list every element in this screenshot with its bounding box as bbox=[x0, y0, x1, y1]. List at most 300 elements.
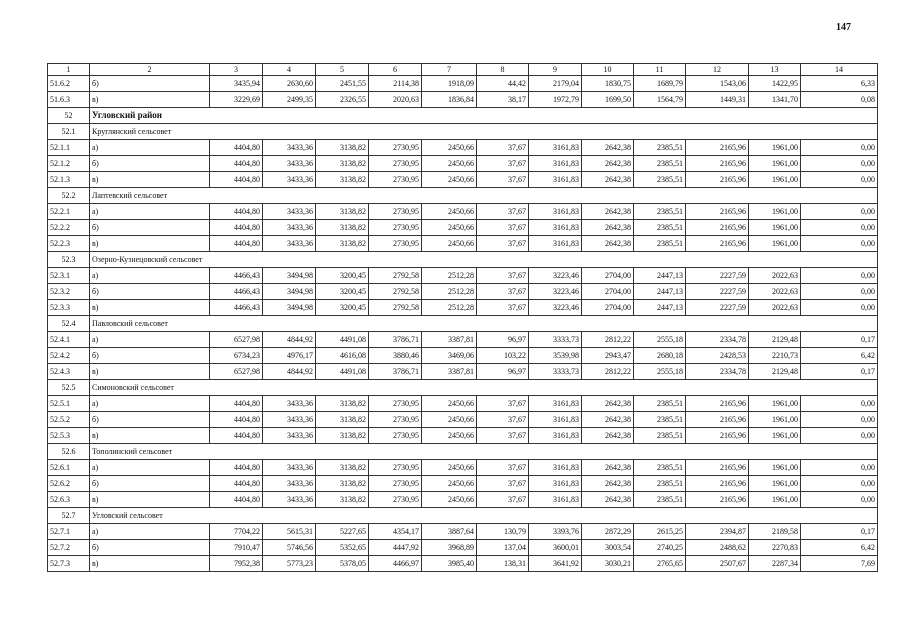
row-code: 52.3.2 bbox=[48, 284, 90, 300]
value-cell: 2385,51 bbox=[634, 412, 686, 428]
row-code: 52.3 bbox=[48, 252, 90, 268]
value-cell: 2447,13 bbox=[634, 300, 686, 316]
column-header: 3 bbox=[210, 64, 263, 76]
value-cell: 2450,66 bbox=[422, 428, 477, 444]
value-cell: 3333,73 bbox=[529, 332, 582, 348]
value-cell: 2450,66 bbox=[422, 396, 477, 412]
table-row bbox=[48, 268, 878, 284]
value-cell: 2189,58 bbox=[749, 524, 801, 540]
value-cell: 2642,38 bbox=[582, 412, 634, 428]
row-code: 52.1.1 bbox=[48, 140, 90, 156]
row-label: в) bbox=[90, 172, 210, 188]
row-code: 52.6.3 bbox=[48, 492, 90, 508]
value-cell: 2334,78 bbox=[686, 364, 749, 380]
value-cell: 1961,00 bbox=[749, 492, 801, 508]
value-cell: 0,00 bbox=[801, 460, 878, 476]
value-cell: 3433,36 bbox=[263, 236, 316, 252]
table-header-row bbox=[48, 64, 878, 76]
row-code: 52 bbox=[48, 108, 90, 124]
value-cell: 3433,36 bbox=[263, 172, 316, 188]
value-cell: 3433,36 bbox=[263, 140, 316, 156]
value-cell: 6,33 bbox=[801, 76, 878, 92]
value-cell: 1961,00 bbox=[749, 204, 801, 220]
value-cell: 2450,66 bbox=[422, 460, 477, 476]
value-cell: 3138,82 bbox=[316, 460, 369, 476]
value-cell: 3433,36 bbox=[263, 476, 316, 492]
value-cell: 3200,45 bbox=[316, 284, 369, 300]
section-row bbox=[48, 508, 878, 524]
value-cell: 2450,66 bbox=[422, 412, 477, 428]
column-header: 14 bbox=[801, 64, 878, 76]
table-row bbox=[48, 284, 878, 300]
value-cell: 2740,25 bbox=[634, 540, 686, 556]
value-cell: 1961,00 bbox=[749, 172, 801, 188]
row-label: в) bbox=[90, 556, 210, 572]
value-cell: 3030,21 bbox=[582, 556, 634, 572]
value-cell: 1961,00 bbox=[749, 140, 801, 156]
row-code: 52.5.1 bbox=[48, 396, 90, 412]
value-cell: 1543,06 bbox=[686, 76, 749, 92]
table-row bbox=[48, 76, 878, 92]
value-cell: 3387,81 bbox=[422, 332, 477, 348]
value-cell: 3223,46 bbox=[529, 284, 582, 300]
value-cell: 2730,95 bbox=[369, 140, 422, 156]
row-label: б) bbox=[90, 348, 210, 364]
value-cell: 1341,70 bbox=[749, 92, 801, 108]
value-cell: 4976,17 bbox=[263, 348, 316, 364]
value-cell: 0,00 bbox=[801, 428, 878, 444]
value-cell: 4404,80 bbox=[210, 204, 263, 220]
table-row bbox=[48, 476, 878, 492]
value-cell: 2872,29 bbox=[582, 524, 634, 540]
column-header: 9 bbox=[529, 64, 582, 76]
value-cell: 2165,96 bbox=[686, 412, 749, 428]
value-cell: 1836,84 bbox=[422, 92, 477, 108]
row-label: в) bbox=[90, 300, 210, 316]
section-row bbox=[48, 188, 878, 204]
value-cell: 0,00 bbox=[801, 268, 878, 284]
value-cell: 37,67 bbox=[477, 140, 529, 156]
value-cell: 2450,66 bbox=[422, 140, 477, 156]
value-cell: 37,67 bbox=[477, 476, 529, 492]
value-cell: 2943,47 bbox=[582, 348, 634, 364]
value-cell: 2765,65 bbox=[634, 556, 686, 572]
value-cell: 2450,66 bbox=[422, 156, 477, 172]
row-label: а) bbox=[90, 140, 210, 156]
value-cell: 6,42 bbox=[801, 540, 878, 556]
value-cell: 3138,82 bbox=[316, 412, 369, 428]
value-cell: 3161,83 bbox=[529, 428, 582, 444]
value-cell: 2385,51 bbox=[634, 156, 686, 172]
row-label: б) bbox=[90, 412, 210, 428]
table-body bbox=[48, 76, 878, 572]
value-cell: 3161,83 bbox=[529, 156, 582, 172]
row-label: б) bbox=[90, 156, 210, 172]
value-cell: 6,42 bbox=[801, 348, 878, 364]
row-code: 52.2.1 bbox=[48, 204, 90, 220]
value-cell: 2394,87 bbox=[686, 524, 749, 540]
value-cell: 37,67 bbox=[477, 460, 529, 476]
value-cell: 6527,98 bbox=[210, 332, 263, 348]
value-cell: 1961,00 bbox=[749, 220, 801, 236]
value-cell: 3539,98 bbox=[529, 348, 582, 364]
table-row bbox=[48, 236, 878, 252]
row-code: 52.6.2 bbox=[48, 476, 90, 492]
value-cell: 2447,13 bbox=[634, 268, 686, 284]
row-code: 52.3.3 bbox=[48, 300, 90, 316]
row-code: 52.5.2 bbox=[48, 412, 90, 428]
value-cell: 2642,38 bbox=[582, 396, 634, 412]
value-cell: 3968,89 bbox=[422, 540, 477, 556]
value-cell: 2450,66 bbox=[422, 236, 477, 252]
value-cell: 2165,96 bbox=[686, 476, 749, 492]
value-cell: 37,67 bbox=[477, 492, 529, 508]
section-title: Круглянский сельсовет bbox=[90, 124, 878, 140]
value-cell: 3200,45 bbox=[316, 268, 369, 284]
value-cell: 6734,23 bbox=[210, 348, 263, 364]
value-cell: 7952,38 bbox=[210, 556, 263, 572]
value-cell: 2792,58 bbox=[369, 284, 422, 300]
value-cell: 0,00 bbox=[801, 140, 878, 156]
value-cell: 2812,22 bbox=[582, 332, 634, 348]
value-cell: 37,67 bbox=[477, 172, 529, 188]
value-cell: 2165,96 bbox=[686, 140, 749, 156]
value-cell: 44,42 bbox=[477, 76, 529, 92]
value-cell: 2642,38 bbox=[582, 428, 634, 444]
value-cell: 3433,36 bbox=[263, 156, 316, 172]
row-label: а) bbox=[90, 332, 210, 348]
row-code: 52.5 bbox=[48, 380, 90, 396]
row-code: 52.5.3 bbox=[48, 428, 90, 444]
value-cell: 2450,66 bbox=[422, 220, 477, 236]
value-cell: 5352,65 bbox=[316, 540, 369, 556]
value-cell: 2385,51 bbox=[634, 396, 686, 412]
row-label: в) bbox=[90, 236, 210, 252]
value-cell: 4404,80 bbox=[210, 460, 263, 476]
value-cell: 2704,00 bbox=[582, 300, 634, 316]
section-title: Озерно-Кузнецовский сельсовет bbox=[90, 252, 878, 268]
row-code: 52.4.3 bbox=[48, 364, 90, 380]
value-cell: 3138,82 bbox=[316, 428, 369, 444]
value-cell: 130,79 bbox=[477, 524, 529, 540]
row-code: 51.6.3 bbox=[48, 92, 90, 108]
value-cell: 3641,92 bbox=[529, 556, 582, 572]
row-label: а) bbox=[90, 524, 210, 540]
value-cell: 3138,82 bbox=[316, 204, 369, 220]
value-cell: 2385,51 bbox=[634, 476, 686, 492]
value-cell: 0,17 bbox=[801, 364, 878, 380]
column-header: 10 bbox=[582, 64, 634, 76]
value-cell: 3138,82 bbox=[316, 140, 369, 156]
section-row bbox=[48, 252, 878, 268]
district-title: Угловский район bbox=[90, 108, 878, 124]
value-cell: 2812,22 bbox=[582, 364, 634, 380]
value-cell: 2499,35 bbox=[263, 92, 316, 108]
value-cell: 2642,38 bbox=[582, 156, 634, 172]
value-cell: 4404,80 bbox=[210, 412, 263, 428]
value-cell: 7704,22 bbox=[210, 524, 263, 540]
value-cell: 2385,51 bbox=[634, 428, 686, 444]
value-cell: 4466,97 bbox=[369, 556, 422, 572]
column-header: 1 bbox=[48, 64, 90, 76]
row-label: а) bbox=[90, 204, 210, 220]
value-cell: 3138,82 bbox=[316, 476, 369, 492]
value-cell: 2507,67 bbox=[686, 556, 749, 572]
table-row bbox=[48, 364, 878, 380]
value-cell: 1422,95 bbox=[749, 76, 801, 92]
value-cell: 2730,95 bbox=[369, 428, 422, 444]
data-table bbox=[47, 63, 878, 572]
value-cell: 3161,83 bbox=[529, 204, 582, 220]
column-header: 6 bbox=[369, 64, 422, 76]
value-cell: 3469,06 bbox=[422, 348, 477, 364]
value-cell: 2179,04 bbox=[529, 76, 582, 92]
value-cell: 4404,80 bbox=[210, 428, 263, 444]
value-cell: 4404,80 bbox=[210, 236, 263, 252]
row-label: в) bbox=[90, 92, 210, 108]
column-header: 11 bbox=[634, 64, 686, 76]
value-cell: 2385,51 bbox=[634, 460, 686, 476]
row-code: 52.2.2 bbox=[48, 220, 90, 236]
value-cell: 3494,98 bbox=[263, 300, 316, 316]
table-row bbox=[48, 460, 878, 476]
value-cell: 1689,79 bbox=[634, 76, 686, 92]
section-row bbox=[48, 380, 878, 396]
value-cell: 1961,00 bbox=[749, 412, 801, 428]
value-cell: 4491,08 bbox=[316, 364, 369, 380]
row-label: б) bbox=[90, 476, 210, 492]
value-cell: 4466,43 bbox=[210, 284, 263, 300]
value-cell: 2165,96 bbox=[686, 428, 749, 444]
row-label: в) bbox=[90, 364, 210, 380]
table-row bbox=[48, 332, 878, 348]
value-cell: 5746,56 bbox=[263, 540, 316, 556]
column-header: 12 bbox=[686, 64, 749, 76]
value-cell: 1961,00 bbox=[749, 396, 801, 412]
value-cell: 38,17 bbox=[477, 92, 529, 108]
value-cell: 2022,63 bbox=[749, 268, 801, 284]
value-cell: 0,00 bbox=[801, 300, 878, 316]
value-cell: 2704,00 bbox=[582, 284, 634, 300]
value-cell: 3433,36 bbox=[263, 220, 316, 236]
value-cell: 4404,80 bbox=[210, 492, 263, 508]
row-code: 52.7.1 bbox=[48, 524, 90, 540]
section-row bbox=[48, 316, 878, 332]
value-cell: 1699,50 bbox=[582, 92, 634, 108]
value-cell: 2326,55 bbox=[316, 92, 369, 108]
value-cell: 2642,38 bbox=[582, 220, 634, 236]
value-cell: 0,00 bbox=[801, 236, 878, 252]
page-number: 147 bbox=[836, 22, 851, 33]
value-cell: 4844,92 bbox=[263, 332, 316, 348]
value-cell: 2385,51 bbox=[634, 220, 686, 236]
row-label: в) bbox=[90, 492, 210, 508]
row-label: б) bbox=[90, 540, 210, 556]
value-cell: 2450,66 bbox=[422, 204, 477, 220]
value-cell: 2642,38 bbox=[582, 140, 634, 156]
value-cell: 3433,36 bbox=[263, 204, 316, 220]
value-cell: 2165,96 bbox=[686, 460, 749, 476]
row-code: 52.4 bbox=[48, 316, 90, 332]
value-cell: 2792,58 bbox=[369, 268, 422, 284]
value-cell: 96,97 bbox=[477, 332, 529, 348]
table-row bbox=[48, 92, 878, 108]
value-cell: 3229,69 bbox=[210, 92, 263, 108]
value-cell: 2792,58 bbox=[369, 300, 422, 316]
value-cell: 0,00 bbox=[801, 220, 878, 236]
value-cell: 2385,51 bbox=[634, 204, 686, 220]
value-cell: 0,17 bbox=[801, 524, 878, 540]
row-label: а) bbox=[90, 268, 210, 284]
value-cell: 2450,66 bbox=[422, 172, 477, 188]
value-cell: 2642,38 bbox=[582, 236, 634, 252]
value-cell: 3161,83 bbox=[529, 220, 582, 236]
value-cell: 2451,55 bbox=[316, 76, 369, 92]
value-cell: 2165,96 bbox=[686, 492, 749, 508]
table-row bbox=[48, 140, 878, 156]
value-cell: 4466,43 bbox=[210, 268, 263, 284]
value-cell: 0,00 bbox=[801, 284, 878, 300]
table-row bbox=[48, 348, 878, 364]
value-cell: 1961,00 bbox=[749, 156, 801, 172]
value-cell: 2129,48 bbox=[749, 364, 801, 380]
table-row bbox=[48, 220, 878, 236]
row-code: 52.7 bbox=[48, 508, 90, 524]
value-cell: 3161,83 bbox=[529, 476, 582, 492]
value-cell: 2165,96 bbox=[686, 156, 749, 172]
row-code: 52.3.1 bbox=[48, 268, 90, 284]
value-cell: 2385,51 bbox=[634, 172, 686, 188]
value-cell: 2227,59 bbox=[686, 268, 749, 284]
value-cell: 3223,46 bbox=[529, 268, 582, 284]
value-cell: 3433,36 bbox=[263, 412, 316, 428]
value-cell: 4404,80 bbox=[210, 396, 263, 412]
value-cell: 2428,53 bbox=[686, 348, 749, 364]
value-cell: 5773,23 bbox=[263, 556, 316, 572]
row-code: 52.1.3 bbox=[48, 172, 90, 188]
value-cell: 2270,83 bbox=[749, 540, 801, 556]
value-cell: 2730,95 bbox=[369, 236, 422, 252]
value-cell: 2642,38 bbox=[582, 492, 634, 508]
value-cell: 3600,01 bbox=[529, 540, 582, 556]
value-cell: 1961,00 bbox=[749, 476, 801, 492]
value-cell: 7,69 bbox=[801, 556, 878, 572]
value-cell: 2385,51 bbox=[634, 236, 686, 252]
value-cell: 1961,00 bbox=[749, 460, 801, 476]
value-cell: 2730,95 bbox=[369, 412, 422, 428]
value-cell: 2227,59 bbox=[686, 284, 749, 300]
value-cell: 4404,80 bbox=[210, 220, 263, 236]
value-cell: 6527,98 bbox=[210, 364, 263, 380]
value-cell: 3433,36 bbox=[263, 428, 316, 444]
row-label: б) bbox=[90, 284, 210, 300]
value-cell: 3138,82 bbox=[316, 396, 369, 412]
row-code: 52.6 bbox=[48, 444, 90, 460]
value-cell: 2555,18 bbox=[634, 332, 686, 348]
row-label: б) bbox=[90, 76, 210, 92]
column-header: 2 bbox=[90, 64, 210, 76]
row-label: а) bbox=[90, 460, 210, 476]
value-cell: 2730,95 bbox=[369, 220, 422, 236]
value-cell: 2020,63 bbox=[369, 92, 422, 108]
value-cell: 2730,95 bbox=[369, 492, 422, 508]
value-cell: 2210,73 bbox=[749, 348, 801, 364]
value-cell: 2165,96 bbox=[686, 396, 749, 412]
table-row bbox=[48, 204, 878, 220]
value-cell: 3435,94 bbox=[210, 76, 263, 92]
value-cell: 3333,73 bbox=[529, 364, 582, 380]
value-cell: 37,67 bbox=[477, 204, 529, 220]
row-code: 51.6.2 bbox=[48, 76, 90, 92]
value-cell: 3161,83 bbox=[529, 172, 582, 188]
value-cell: 2730,95 bbox=[369, 204, 422, 220]
value-cell: 3138,82 bbox=[316, 220, 369, 236]
value-cell: 103,22 bbox=[477, 348, 529, 364]
table-row bbox=[48, 172, 878, 188]
value-cell: 0,00 bbox=[801, 476, 878, 492]
value-cell: 2704,00 bbox=[582, 268, 634, 284]
value-cell: 37,67 bbox=[477, 284, 529, 300]
value-cell: 3433,36 bbox=[263, 492, 316, 508]
value-cell: 3138,82 bbox=[316, 492, 369, 508]
table-row bbox=[48, 492, 878, 508]
value-cell: 2447,13 bbox=[634, 284, 686, 300]
value-cell: 2642,38 bbox=[582, 460, 634, 476]
value-cell: 0,00 bbox=[801, 204, 878, 220]
table-row bbox=[48, 412, 878, 428]
value-cell: 4404,80 bbox=[210, 476, 263, 492]
value-cell: 5615,31 bbox=[263, 524, 316, 540]
value-cell: 2385,51 bbox=[634, 140, 686, 156]
value-cell: 2615,25 bbox=[634, 524, 686, 540]
value-cell: 3138,82 bbox=[316, 156, 369, 172]
value-cell: 2165,96 bbox=[686, 220, 749, 236]
row-code: 52.1 bbox=[48, 124, 90, 140]
value-cell: 1961,00 bbox=[749, 428, 801, 444]
table-row bbox=[48, 540, 878, 556]
value-cell: 2730,95 bbox=[369, 460, 422, 476]
value-cell: 3200,45 bbox=[316, 300, 369, 316]
value-cell: 5227,65 bbox=[316, 524, 369, 540]
row-label: в) bbox=[90, 428, 210, 444]
value-cell: 4616,08 bbox=[316, 348, 369, 364]
value-cell: 3138,82 bbox=[316, 236, 369, 252]
value-cell: 2227,59 bbox=[686, 300, 749, 316]
section-row bbox=[48, 444, 878, 460]
value-cell: 2642,38 bbox=[582, 476, 634, 492]
value-cell: 4404,80 bbox=[210, 156, 263, 172]
value-cell: 4447,92 bbox=[369, 540, 422, 556]
row-code: 52.2 bbox=[48, 188, 90, 204]
value-cell: 37,67 bbox=[477, 236, 529, 252]
value-cell: 3985,40 bbox=[422, 556, 477, 572]
value-cell: 3494,98 bbox=[263, 268, 316, 284]
value-cell: 3003,54 bbox=[582, 540, 634, 556]
value-cell: 3161,83 bbox=[529, 236, 582, 252]
row-label: б) bbox=[90, 220, 210, 236]
section-title: Павловский сельсовет bbox=[90, 316, 878, 332]
value-cell: 3393,76 bbox=[529, 524, 582, 540]
value-cell: 37,67 bbox=[477, 268, 529, 284]
value-cell: 0,00 bbox=[801, 156, 878, 172]
value-cell: 3223,46 bbox=[529, 300, 582, 316]
value-cell: 137,04 bbox=[477, 540, 529, 556]
value-cell: 1918,09 bbox=[422, 76, 477, 92]
section-title: Тополинский сельсовет bbox=[90, 444, 878, 460]
value-cell: 2730,95 bbox=[369, 156, 422, 172]
value-cell: 3880,46 bbox=[369, 348, 422, 364]
value-cell: 4404,80 bbox=[210, 172, 263, 188]
